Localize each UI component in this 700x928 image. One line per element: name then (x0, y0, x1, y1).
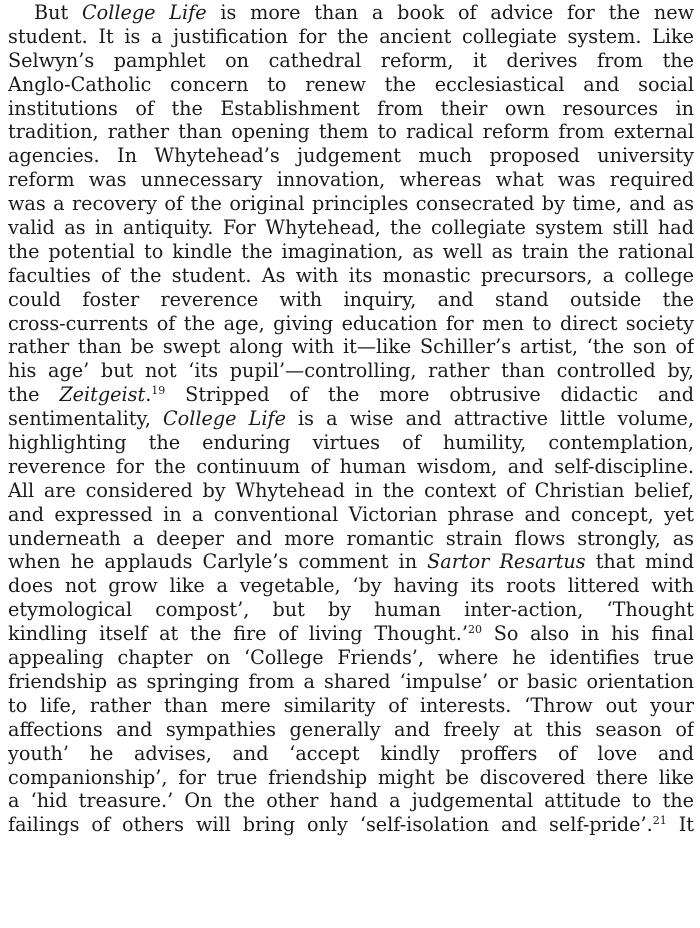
italic-title: Zeitgeist (59, 383, 146, 407)
text-line: failings of others will bring only ‘self-isolation and self-pride’.$^{21}$ It (8, 813, 694, 837)
text-line: appealing chapter on ‘College Friends’, where he identifies true (8, 646, 694, 670)
text-line: youth’ he advises, and ‘accept kindly proffers of love and (8, 741, 694, 765)
italic-title: Sartor Resartus (427, 550, 586, 574)
text-line: student. It is a justification for the ancient collegiate system. Like (8, 24, 694, 48)
text-line: affections and sympathies generally and freely at this season of (8, 717, 694, 741)
book-page (8, 0, 694, 837)
text-line: agencies. In Whytehead’s judgement much proposed university (8, 144, 694, 168)
text-line: rather than be swept along with it—like Schiller’s artist, ‘the son of (8, 335, 694, 359)
text-line: a ‘hid treasure.’ On the other hand a judgemental attitude to the (8, 789, 694, 813)
text-line: could foster reverence with inquiry, and stand outside the (8, 287, 694, 311)
text-line: his age’ but not ‘its pupil’—controlling, rather than controlled by, (8, 359, 694, 383)
text-line: when he applauds Carlyle’s comment in Sartor Resartus that mind (8, 550, 694, 574)
text-line: faculties of the student. As with its monastic precursors, a college (8, 263, 694, 287)
text-line: the potential to kindle the imagination, as well as train the rational (8, 239, 694, 263)
footnote-marker: 21 (652, 814, 667, 828)
text-line: to life, rather than mere similarity of interests. ‘Throw out your (8, 693, 694, 717)
text-line: was a recovery of the original principles consecrated by time, and as (8, 192, 694, 216)
text-line: friendship as springing from a shared ‘impulse’ or basic orientation (8, 669, 694, 693)
text-line: does not grow like a vegetable, ‘by having its roots littered with (8, 574, 694, 598)
text-line: cross-currents of the age, giving education for men to direct society (8, 311, 694, 335)
text-line: tradition, rather than opening them to radical reform from external (8, 120, 694, 144)
text-line: kindling itself at the fire of living Thought.’$^{20}$ So also in his final (8, 622, 694, 646)
italic-title: College Life (81, 1, 207, 24)
text-line: sentimentality, College Life is a wise and attractive little volume, (8, 407, 694, 431)
text-line: underneath a deeper and more romantic strain flows strongly, as (8, 526, 694, 550)
text-line: reform was unnecessary innovation, whereas what was required (8, 168, 694, 192)
text-line: institutions of the Establishment from their own resources in (8, 96, 694, 120)
text-line: Selwyn’s pamphlet on cathedral reform, it derives from the (8, 48, 694, 72)
text-line: valid as in antiquity. For Whytehead, the collegiate system still had (8, 216, 694, 240)
text-line: reverence for the continuum of human wisdom, and self-discipline. (8, 454, 694, 478)
text-line: companionship’, for true friendship might be discovered there like (8, 765, 694, 789)
text-line: and expressed in a conventional Victorian phrase and concept, yet (8, 502, 694, 526)
italic-title: College Life (162, 407, 286, 431)
text-line: But College Life is more than a book of advice for the new (34, 1, 694, 24)
footnote-marker: 20 (467, 623, 482, 637)
body-paragraph (8, 1, 694, 837)
text-line: All are considered by Whytehead in the context of Christian belief, (8, 478, 694, 502)
footnote-marker: 19 (151, 384, 166, 398)
text-line: etymological compost’, but by human inter-action, ‘Thought (8, 598, 694, 622)
text-line: Anglo-Catholic concern to renew the ecclesiastical and social (8, 72, 694, 96)
text-line: the Zeitgeist.$^{19}$ Stripped of the more obtrusive didactic and (8, 383, 694, 407)
text-line: highlighting the enduring virtues of humility, contemplation, (8, 431, 694, 455)
